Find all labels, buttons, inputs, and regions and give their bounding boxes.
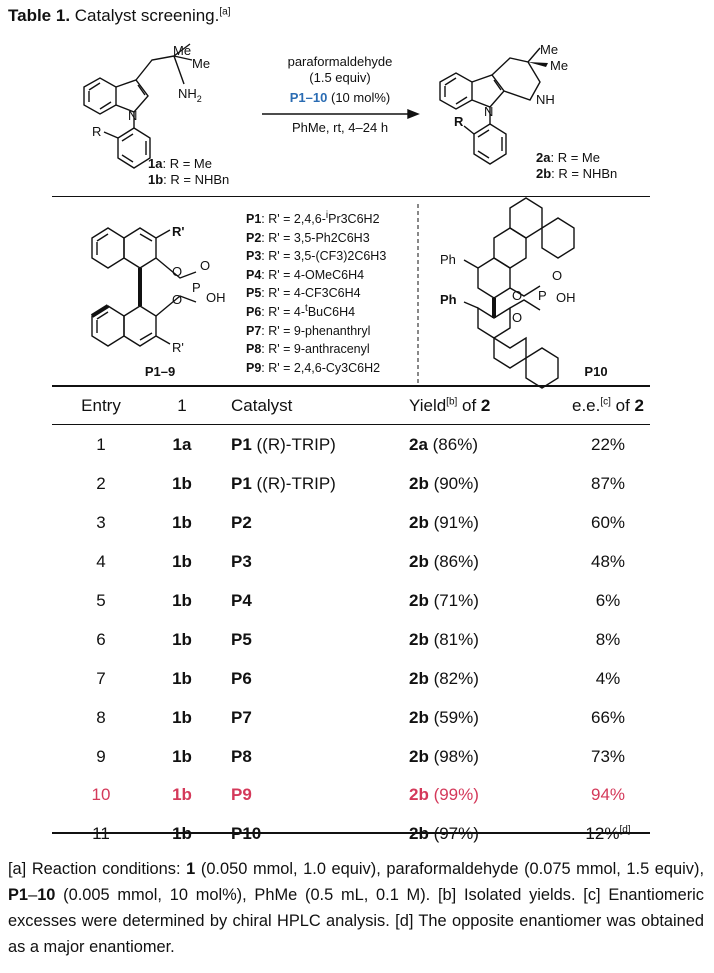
- catalyst-definition-list: [246, 210, 386, 377]
- cell-substrate: 1a: [172, 435, 192, 455]
- cell-substrate: 1b: [172, 474, 192, 494]
- footnote-d: [d] The opposite enantiomer was obtained as a major enantiomer.: [8, 912, 704, 956]
- atom-p: P: [192, 280, 201, 295]
- cell-entry: 11: [92, 824, 110, 844]
- product-pyrrole: [472, 75, 504, 107]
- cell-substrate: 1b: [172, 707, 192, 727]
- scheme-divider: [52, 196, 650, 197]
- cell-yield: 2b (81%): [409, 629, 479, 649]
- cell-ee: 8%: [595, 629, 621, 649]
- atom-n-product: N: [484, 104, 494, 119]
- catalyst-p1-9-structure: [92, 228, 196, 346]
- header-ee: e.e.[c] of 2: [571, 396, 644, 415]
- cell-entry: 2: [96, 474, 106, 494]
- cell-ee: 6%: [595, 591, 621, 610]
- cell-yield: 2b (99%): [409, 785, 479, 805]
- table-header-row: [52, 386, 650, 426]
- atom-oh: OH: [206, 290, 226, 305]
- cell-entry: 10: [91, 785, 111, 805]
- atom-dbl-o-p10: O: [552, 268, 563, 283]
- atom-n-substrate: N: [128, 108, 138, 123]
- cell-entry: 5: [96, 591, 106, 610]
- cell-catalyst: P2: [231, 513, 252, 533]
- cell-substrate: 1b: [172, 785, 192, 805]
- atom-p-p10: P: [538, 288, 547, 303]
- cell-substrate: 1b: [172, 746, 192, 766]
- cell-yield: 2b (59%): [409, 707, 479, 727]
- condition-catalyst: P1–10 (10 mol%): [289, 90, 391, 105]
- header-yield: Yield[b] of 2: [409, 396, 491, 415]
- table-row: [52, 815, 650, 854]
- cell-catalyst: P10: [231, 824, 262, 844]
- cell-entry: 6: [96, 629, 106, 649]
- table-row: [52, 776, 650, 815]
- atom-oh-p10: OH: [556, 290, 576, 305]
- cell-yield: 2a (86%): [409, 435, 478, 455]
- cell-catalyst: P5: [231, 629, 252, 649]
- cell-yield: 2b (82%): [409, 668, 479, 688]
- condition-solvent: PhMe, rt, 4–24 h: [291, 120, 389, 135]
- label-2b: 2b: R = NHBn: [536, 166, 618, 181]
- cell-ee: 4%: [595, 668, 621, 688]
- cell-entry: 4: [96, 552, 106, 572]
- condition-equiv: (1.5 equiv): [309, 70, 371, 85]
- table-footnotes: [8, 856, 704, 960]
- catalyst-def-p6: P6: R' = 4-$^t$BuC6H4: [246, 302, 356, 319]
- cell-yield: 2b (97%): [409, 824, 479, 844]
- cell-yield: 2b (98%): [409, 746, 479, 766]
- cell-entry: 8: [96, 707, 106, 727]
- cell-substrate: 1b: [172, 513, 192, 533]
- caption-label: Table 1.: [8, 6, 71, 25]
- atom-ph-bottom: Ph: [440, 292, 457, 307]
- cell-entry: 7: [96, 668, 106, 688]
- header-entry: Entry: [81, 396, 121, 415]
- atom-r-product: R: [454, 114, 464, 129]
- table-row: [52, 620, 650, 659]
- table-row: [52, 543, 650, 582]
- atom-nh-product: NH: [536, 92, 555, 107]
- cell-substrate: 1b: [172, 629, 192, 649]
- cell-ee: 12%[d]: [585, 824, 631, 844]
- table-row: [52, 426, 650, 465]
- footnote-a: [a] Reaction conditions: 1 (0.050 mmol, 1.0 equiv), paraformaldehyde (0.075 mmol, 1.5 equiv), P1–10 (0.005 mmol, 10 mol%), PhMe (0.5 mL, 0.1 M).: [8, 860, 704, 904]
- footnote-c: [c] Enantiomeric excesses were determined by chiral HPLC analysis.: [8, 886, 705, 930]
- header-substrate: 1: [177, 396, 187, 415]
- cell-ee: 60%: [590, 513, 626, 533]
- catalyst-def-p2: P2: R' = 3,5-Ph2C6H3: [246, 230, 370, 245]
- cell-yield: 2b (91%): [409, 513, 479, 533]
- atom-dbl-o: O: [200, 258, 211, 273]
- cell-substrate: 1b: [172, 824, 192, 844]
- atom-nh2: $NH_2$: [178, 86, 202, 104]
- atom-rprime-top: R': [172, 224, 185, 239]
- atom-me-p2: Me: [550, 58, 569, 73]
- atom-o-p10-top: O: [512, 288, 523, 303]
- cell-entry: 1: [96, 435, 106, 455]
- table-row: [52, 582, 650, 621]
- cell-entry: 9: [96, 746, 106, 766]
- catalyst-def-p1: P1: R' = 2,4,6-$^i$Pr3C6H2: [246, 209, 380, 226]
- catalyst-def-p5: P5: R' = 4-CF3C6H4: [246, 286, 361, 301]
- atom-me-2: Me: [192, 56, 211, 71]
- cell-ee: 87%: [590, 474, 626, 494]
- cell-catalyst: P3: [231, 552, 252, 572]
- table-row: [52, 737, 650, 776]
- label-1a: 1a: R = Me: [148, 156, 212, 171]
- footnote-b: [b] Isolated yields.: [437, 886, 576, 904]
- catalyst-def-p3: P3: R' = 3,5-(CF3)2C6H3: [246, 249, 387, 264]
- condition-reagent: paraformaldehyde: [287, 54, 393, 69]
- cell-catalyst: P1 ((R)-TRIP): [231, 435, 336, 455]
- cell-entry: 3: [96, 513, 106, 533]
- substrate-n-aryl: [118, 128, 150, 168]
- cell-yield: 2b (86%): [409, 552, 479, 572]
- cell-yield: 2b (90%): [409, 474, 479, 494]
- catalyst-def-p7: P7: R' = 9-phenanthryl: [246, 323, 371, 338]
- atom-o-top: O: [172, 264, 183, 279]
- header-catalyst: Catalyst: [231, 396, 293, 415]
- label-p1-9: P1–9: [144, 364, 176, 379]
- cell-substrate: 1b: [172, 668, 192, 688]
- catalyst-def-p9: P9: R' = 2,4,6-Cy3C6H2: [246, 360, 381, 375]
- label-1b: 1b: R = NHBn: [148, 172, 230, 187]
- catalyst-def-p8: P8: R' = 9-anthracenyl: [246, 342, 370, 357]
- cell-substrate: 1b: [172, 591, 192, 610]
- table-row: [52, 698, 650, 737]
- atom-me-1: Me: [173, 43, 192, 58]
- table-row: [52, 504, 650, 543]
- cell-ee: 66%: [590, 707, 626, 727]
- cell-ee: 48%: [590, 552, 626, 572]
- results-table: [52, 386, 650, 854]
- cell-catalyst: P1 ((R)-TRIP): [231, 474, 336, 494]
- label-p10: P10: [584, 364, 608, 379]
- cell-catalyst: P7: [231, 707, 252, 727]
- caption-text: Catalyst screening.: [74, 6, 220, 25]
- cell-ee: 22%: [590, 435, 626, 455]
- caption-note: [a]: [219, 6, 231, 18]
- product-piperidine: [492, 58, 540, 100]
- cell-catalyst: P8: [231, 746, 252, 766]
- atom-o-p10-bottom: O: [512, 310, 523, 325]
- atom-o-bottom: O: [172, 292, 183, 307]
- cell-ee: 73%: [590, 746, 626, 766]
- cell-yield: 2b (71%): [409, 591, 479, 610]
- catalyst-def-p4: P4: R' = 4-OMeC6H4: [246, 267, 365, 282]
- cell-catalyst: P9: [231, 785, 252, 805]
- atom-me-p1: Me: [540, 42, 559, 57]
- atom-ph-top: Ph: [440, 252, 456, 267]
- atom-rprime-bottom: R': [172, 340, 184, 355]
- label-2a: 2a: R = Me: [536, 150, 600, 165]
- cell-ee: 94%: [590, 785, 626, 805]
- cell-catalyst: P4: [231, 591, 252, 610]
- product-n-aryl: [474, 124, 506, 164]
- atom-r-substrate: R: [92, 124, 102, 139]
- table-row: [52, 659, 650, 698]
- table-row: [52, 465, 650, 504]
- cell-catalyst: P6: [231, 668, 252, 688]
- cell-substrate: 1b: [172, 552, 192, 572]
